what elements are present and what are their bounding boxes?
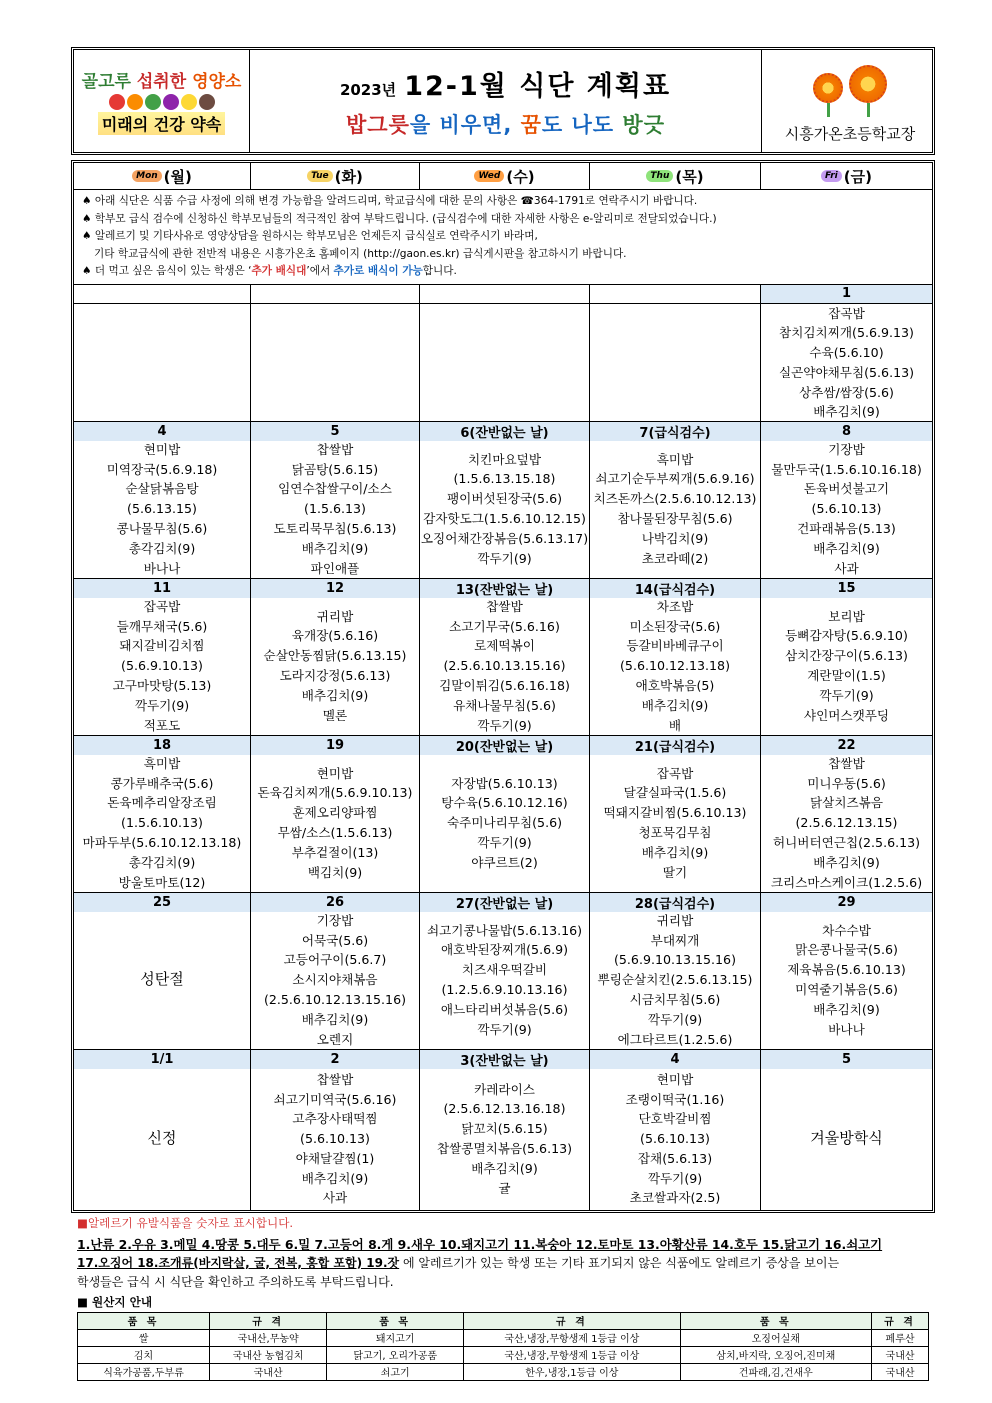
date-cell: 6(잔반없는 날) — [420, 422, 590, 441]
menu-item: 찹쌀콩멸치볶음(5.6.13) — [436, 1141, 573, 1156]
menu-item: 오징어채간장볶음(5.6.13.17) — [420, 530, 589, 546]
menu-item: 적포도 — [143, 717, 181, 733]
menu-item: 잡곡밥 — [143, 598, 181, 614]
origin-row — [78, 1363, 929, 1380]
logo-top-text: 골고루 섭취한 영양소 — [81, 72, 242, 92]
menu-cell — [251, 304, 420, 421]
logo-bottom-text: 미래의 건강 약속 — [98, 112, 225, 135]
menu-item: 흑미밥 — [656, 451, 694, 467]
menu-cell — [251, 912, 420, 1049]
menu-item: 임연수찹쌀구이/소스 — [278, 481, 392, 497]
menu-cell — [590, 755, 761, 892]
menu-item: 돈육김치찌개(5.6.9.10.13) — [257, 785, 413, 801]
menu-item: (1.2.5.6.9.10.13.16) — [441, 982, 568, 997]
menu-item: 애호박볶음(5) — [635, 677, 715, 693]
menu-cell — [251, 441, 420, 578]
menu-item: 야채달걀찜(1) — [295, 1150, 375, 1166]
menu-item: 건파래볶음(5.13) — [797, 520, 896, 536]
menu-item: 쇠고기미역국(5.6.16) — [273, 1091, 397, 1107]
menu-item: 바나나 — [828, 1021, 865, 1037]
date-cell: 14(급식검수) — [590, 579, 761, 598]
day-header-fri: Fri (금) — [761, 163, 932, 189]
date-cell — [74, 285, 251, 303]
menu-cell — [74, 912, 251, 1049]
menu-cell — [420, 1069, 590, 1210]
date-row — [74, 579, 932, 598]
menu-item: 총각김치(9) — [128, 540, 196, 556]
menu-item: 귤 — [498, 1180, 511, 1196]
menu-item: 쇠고기콩나물밥(5.6.13.16) — [426, 922, 583, 938]
menu-item: (2.5.6.10.12.13.15.16) — [263, 991, 406, 1007]
school-area — [762, 50, 938, 152]
menu-item: 보리밥 — [828, 608, 865, 624]
menu-item: 배추김치(9) — [813, 854, 880, 870]
menu-item: 애호박된장찌개(5.6.9) — [440, 942, 569, 958]
menu-item: 잡곡밥 — [656, 765, 694, 781]
menu-item: (5.6.10.13) — [300, 1131, 370, 1147]
menu-item: 돈육메추리알장조림 — [107, 795, 217, 811]
menu-item: 잡곡밥 — [828, 305, 865, 321]
menu-cell — [761, 755, 932, 892]
menu-item: 사과 — [322, 1190, 348, 1206]
date-cell — [420, 285, 590, 303]
menu-item: 현미밥 — [316, 765, 354, 781]
date-cell: 1 — [761, 285, 932, 303]
menu-row — [74, 441, 932, 579]
menu-cell — [761, 1069, 932, 1210]
allergy-note-2: 학생들은 급식 시 식단을 확인하고 주의하도록 부탁드립니다. — [77, 1274, 394, 1289]
menu-item: 뿌링순살치킨(2.5.6.13.15) — [597, 972, 753, 988]
notice-line: ♠ 아래 식단은 식품 수급 사정에 의해 변경 가능함을 알려드리며, 학교급식에 대한 문의 사항은 ☎364-1791로 연락주시기 바랍니다. — [82, 195, 698, 207]
day-header-wed: Wed (수) — [420, 163, 590, 189]
menu-item: 기장밥 — [316, 912, 354, 928]
menu-item: 닭꼬치(5.6.15) — [461, 1121, 548, 1137]
menu-item: (5.6.9.10.13.15.16) — [614, 952, 736, 968]
menu-item: 방울토마토(12) — [118, 874, 206, 890]
menu-item: 김말이튀김(5.6.16.18) — [439, 677, 570, 693]
menu-cell — [590, 598, 761, 735]
menu-cell — [74, 304, 251, 421]
date-cell — [590, 285, 761, 303]
menu-item: 부추겉절이(13) — [291, 844, 379, 860]
menu-item: 육개장(5.6.16) — [291, 628, 379, 644]
menu-item: 배 — [668, 717, 682, 733]
menu-item: 배추김치(9) — [813, 540, 880, 556]
origin-cell: 페루산 — [872, 1329, 929, 1346]
menu-item: 도토리묵무침(5.6.13) — [273, 520, 397, 536]
menu-item: 숙주미나리무침(5.6) — [446, 815, 562, 831]
menu-item: 차수수밥 — [822, 922, 871, 938]
vegetable-icon — [109, 94, 215, 110]
menu-item: 기장밥 — [828, 441, 865, 457]
menu-item: 배추김치(9) — [471, 1160, 538, 1176]
flower-icon — [813, 65, 887, 117]
origin-cell: 한우,냉장,1등급 이상 — [464, 1363, 680, 1380]
origin-cell: 오징어실채 — [680, 1329, 872, 1346]
menu-item: 신정 — [147, 1129, 177, 1148]
date-cell: 4 — [74, 422, 251, 441]
menu-item: 사과 — [834, 560, 859, 576]
origin-cell: 쌀 — [78, 1329, 210, 1346]
weeks-container — [74, 285, 932, 1210]
menu-item: 마파두부(5.6.10.12.13.18) — [82, 834, 242, 850]
notice-line: 기타 학교급식에 관한 전반적 내용은 시흥가온초 홈페이지 (http://gaon.es.kr) 급식게시판을 참고하시기 바랍니다. — [94, 247, 627, 260]
menu-cell — [761, 441, 932, 578]
menu-item: 배추김치(9) — [301, 1170, 369, 1186]
menu-item: 로제떡볶이 — [474, 638, 535, 654]
origin-header: 품 목 — [78, 1312, 210, 1329]
menu-item: 미역장국(5.6.9.18) — [106, 461, 218, 477]
menu-item: 닭살치즈볶음 — [810, 795, 883, 811]
menu-cell — [761, 598, 932, 735]
menu-item: 겨울방학식 — [810, 1129, 883, 1148]
menu-item: 도라지강정(5.6.13) — [279, 668, 391, 683]
menu-item: 깍두기(9) — [134, 697, 190, 713]
origin-cell: 쇠고기 — [327, 1363, 464, 1380]
menu-item: 깍두기(9) — [819, 687, 874, 703]
origin-cell: 국내산 농협김치 — [210, 1346, 327, 1363]
date-cell: 8 — [761, 422, 932, 441]
origin-cell: 닭고기, 오리가공품 — [327, 1346, 464, 1363]
date-cell: 13(잔반없는 날) — [420, 579, 590, 598]
day-header-thu: Thu (목) — [590, 163, 761, 189]
menu-item: 찹쌀밥 — [828, 755, 865, 771]
menu-item: 무쌈/소스(1.5.6.13) — [277, 825, 393, 840]
menu-item: 애느타리버섯볶음(5.6) — [440, 1001, 569, 1017]
menu-cell — [420, 304, 590, 421]
date-row — [74, 422, 932, 441]
date-row — [74, 285, 932, 304]
slogan: 밥그릇을 비우면, 꿈도 나도 방긋 — [346, 112, 665, 137]
origin-row — [78, 1329, 929, 1346]
menu-item: 샤인머스캣푸딩 — [803, 707, 890, 723]
menu-item: 귀리밥 — [656, 912, 694, 928]
menu-row — [74, 912, 932, 1050]
origin-row — [78, 1346, 929, 1363]
title-area — [250, 50, 762, 152]
meal-plan-page — [71, 47, 935, 1383]
menu-cell — [761, 304, 932, 421]
menu-item: (5.6.10.13) — [811, 501, 882, 517]
menu-item: 단호박갈비찜 — [638, 1111, 712, 1127]
logo — [74, 50, 250, 152]
date-cell: 18 — [74, 736, 251, 755]
menu-item: 귀리밥 — [316, 608, 354, 624]
date-cell: 1/1 — [74, 1050, 251, 1069]
menu-item: 수육(5.6.10) — [809, 345, 884, 361]
date-cell: 28(급식검수) — [590, 893, 761, 912]
allergy-list: 1.난류 2.우유 3.메밀 4.땅콩 5.대두 6.밀 7.고등어 8.게 9.새우 10.돼지고기 11.복숭아 12.토마토 13.아황산류 14.호두 15.닭고기 16.쇠고기 — [77, 1236, 883, 1252]
menu-item: 초코쌀과자(2.5) — [629, 1190, 721, 1206]
menu-item: 배추김치(9) — [301, 1011, 369, 1027]
menu-item: 조랭이떡국(1.16) — [625, 1091, 725, 1107]
date-cell: 26 — [251, 893, 420, 912]
date-row — [74, 1050, 932, 1069]
menu-item: (1.5.6.13) — [304, 501, 366, 517]
date-cell: 5 — [761, 1050, 932, 1069]
date-cell: 2 — [251, 1050, 420, 1069]
menu-item: 찹쌀밥 — [316, 1071, 354, 1087]
menu-item: 야쿠르트(2) — [471, 854, 538, 870]
menu-item: 치즈새우떡갈비 — [461, 962, 548, 978]
allergy-title: ■알레르기 유발식품을 숫자로 표시합니다. — [77, 1215, 294, 1230]
menu-item: 자장밥(5.6.10.13) — [451, 775, 558, 791]
menu-item: (2.5.6.12.13.16.18) — [443, 1101, 566, 1117]
day-header-mon: Mon (월) — [74, 163, 251, 189]
date-cell: 5 — [251, 422, 420, 441]
menu-item: (1.5.6.13.15.18) — [453, 471, 556, 487]
menu-cell — [251, 598, 420, 735]
menu-item: 고구마맛탕(5.13) — [112, 677, 212, 693]
date-cell: 11 — [74, 579, 251, 598]
origin-cell: 국내산,무농약 — [210, 1329, 327, 1346]
menu-item: 성탄절 — [140, 970, 184, 989]
menu-item: 깍두기(9) — [477, 717, 532, 733]
school-name: 시흥가온초등학교장 — [784, 125, 916, 143]
origin-cell: 국내산 — [872, 1346, 929, 1363]
menu-item: 등뼈감자탕(5.6.9.10) — [785, 628, 908, 644]
menu-item: 미소된장국(5.6) — [629, 618, 721, 634]
menu-row — [74, 1069, 932, 1210]
notice-line: ♠ 더 먹고 싶은 음식이 있는 학생은 ‘추가 배식대’에서 추가로 배식이 가능합니다. — [82, 265, 457, 277]
date-cell: 12 — [251, 579, 420, 598]
origin-cell: 국산,냉장,무항생제 1등급 이상 — [464, 1329, 680, 1346]
day-header-tue: Tue (화) — [251, 163, 420, 189]
origin-table — [77, 1312, 929, 1381]
date-row — [74, 893, 932, 912]
menu-item: 돼지갈비김치찜 — [119, 638, 205, 654]
menu-cell — [251, 1069, 420, 1210]
menu-cell — [590, 441, 761, 578]
menu-item: 초코라떼(2) — [641, 550, 709, 566]
menu-item: 청포묵김무침 — [638, 825, 712, 840]
menu-item: (5.6.9.10.13) — [121, 658, 203, 674]
menu-item: 총각김치(9) — [128, 854, 196, 870]
notice-box — [74, 190, 932, 285]
menu-item: 배추김치(9) — [813, 1001, 880, 1017]
menu-item: 찹쌀밥 — [316, 441, 354, 457]
menu-item: 훈제오리양파찜 — [292, 805, 378, 821]
menu-item: 순살닭볶음탕 — [125, 481, 199, 497]
menu-item: 백김치(9) — [307, 864, 363, 880]
menu-item: 깍두기(9) — [477, 834, 532, 850]
menu-item: 크리스마스케이크(1.2.5.6) — [770, 874, 923, 890]
origin-cell: 국내산 — [210, 1363, 327, 1380]
menu-item: 감자핫도그(1.5.6.10.12.15) — [423, 511, 586, 526]
menu-cell — [590, 304, 761, 421]
menu-item: 떡돼지갈비찜(5.6.10.13) — [603, 805, 747, 821]
menu-item: 삼치간장구이(5.6.13) — [785, 648, 908, 664]
menu-item: 돈육버섯불고기 — [803, 481, 890, 497]
origin-cell: 김치 — [78, 1346, 210, 1363]
menu-item: 현미밥 — [143, 441, 181, 457]
menu-item: 참나물된장무침(5.6) — [617, 511, 733, 526]
menu-cell — [74, 1069, 251, 1210]
date-cell: 4 — [590, 1050, 761, 1069]
menu-item: 참치김치찌개(5.6.9.13) — [779, 325, 914, 341]
menu-item: 맑은콩나물국(5.6) — [795, 942, 898, 958]
menu-item: 차조밥 — [656, 598, 694, 614]
origin-header: 규 격 — [210, 1312, 327, 1329]
menu-item: 흑미밥 — [143, 755, 181, 771]
menu-item: 딸기 — [662, 864, 688, 880]
menu-item: 소시지야채볶음 — [292, 972, 378, 988]
menu-item: (2.5.6.12.13.15) — [795, 815, 898, 831]
menu-row — [74, 755, 932, 893]
date-cell: 29 — [761, 893, 932, 912]
menu-item: 미니우동(5.6) — [807, 775, 886, 791]
notice-line: ♠ 학부모 급식 검수에 신청하신 학부모님들의 적극적인 참여 부탁드립니다. (급식검수에 대한 자세한 사항은 e-알리미로 전달되었습니다.) — [82, 212, 717, 225]
origin-cell: 국산,냉장,무항생제 1등급 이상 — [464, 1346, 680, 1363]
menu-item: 치킨마요덮밥 — [468, 451, 541, 467]
menu-cell — [420, 441, 590, 578]
menu-item: 배추김치(9) — [301, 540, 369, 556]
menu-item: 등갈비바베큐구이 — [626, 638, 724, 654]
menu-item: 배추김치(9) — [641, 844, 709, 860]
menu-item: (5.6.10.13) — [640, 1131, 710, 1147]
menu-cell — [420, 755, 590, 892]
date-cell: 15 — [761, 579, 932, 598]
date-cell: 7(급식검수) — [590, 422, 761, 441]
menu-cell — [761, 912, 932, 1049]
origin-cell: 식육가공품,두부류 — [78, 1363, 210, 1380]
date-cell: 27(잔반없는 날) — [420, 893, 590, 912]
menu-cell — [74, 755, 251, 892]
menu-item: 미역줄기볶음(5.6) — [795, 982, 898, 997]
menu-item: 허니버터연근칩(2.5.6.13) — [772, 834, 921, 850]
menu-item: (2.5.6.10.13.15.16) — [443, 658, 566, 674]
menu-item: 오렌지 — [316, 1031, 354, 1047]
menu-item: 닭곰탕(5.6.15) — [291, 461, 379, 477]
menu-item: 깍두기(9) — [477, 550, 532, 566]
menu-item: 깍두기(9) — [477, 1021, 532, 1037]
menu-item: 상추쌈/쌈장(5.6) — [799, 384, 894, 400]
menu-table — [71, 160, 935, 1213]
menu-item: 파인애플 — [310, 560, 360, 576]
menu-item: 치즈돈까스(2.5.6.10.12.13) — [593, 491, 757, 507]
origin-cell: 돼지고기 — [327, 1329, 464, 1346]
menu-item: 깍두기(9) — [647, 1170, 703, 1186]
date-cell — [251, 285, 420, 303]
menu-item: 고등어구이(5.6.7) — [283, 952, 387, 968]
menu-item: 쇠고기순두부찌개(5.6.9.16) — [595, 471, 755, 487]
menu-item: 현미밥 — [656, 1071, 694, 1087]
menu-item: 바나나 — [143, 560, 181, 576]
date-cell: 22 — [761, 736, 932, 755]
menu-item: 나박김치(9) — [641, 530, 709, 546]
menu-item: 들깨무채국(5.6) — [116, 618, 208, 634]
menu-cell — [590, 912, 761, 1049]
menu-item: 배추김치(9) — [641, 697, 709, 713]
date-cell: 20(잔반없는 날) — [420, 736, 590, 755]
menu-item: 고추장사태떡찜 — [292, 1111, 378, 1127]
origin-header: 품 목 — [327, 1312, 464, 1329]
menu-item: 물만두국(1.5.6.10.16.18) — [771, 461, 922, 477]
menu-row — [74, 304, 932, 422]
menu-item: 순살안동찜닭(5.6.13.15) — [263, 648, 407, 664]
menu-item: 배추김치(9) — [301, 687, 369, 703]
date-cell: 3(잔반없는 날) — [420, 1050, 590, 1069]
menu-item: 실곤약야채무침(5.6.13) — [778, 364, 915, 380]
menu-item: 배추김치(9) — [813, 404, 880, 420]
menu-item: 소고기무국(5.6.16) — [449, 618, 560, 634]
menu-cell — [420, 912, 590, 1049]
menu-cell — [251, 755, 420, 892]
date-cell: 21(급식검수) — [590, 736, 761, 755]
menu-item: 에그타르트(1.2.5.6) — [617, 1031, 733, 1047]
notice-line: ♠ 알레르기 및 기타사유로 영양상담을 원하시는 학부모님은 언제든지 급식실로 연락주시기 바라며, — [82, 230, 538, 242]
year-label: 2023년 — [339, 80, 397, 99]
origin-header: 규 격 — [464, 1312, 680, 1329]
menu-item: 시금치무침(5.6) — [629, 991, 721, 1007]
menu-item: 제육볶음(5.6.10.13) — [787, 962, 906, 978]
date-cell: 19 — [251, 736, 420, 755]
menu-item: 잡채(5.6.13) — [637, 1150, 713, 1166]
origin-title: ■ 원산지 안내 — [77, 1294, 153, 1309]
date-row — [74, 736, 932, 755]
menu-cell — [590, 1069, 761, 1210]
menu-item: 콩나물무침(5.6) — [116, 520, 208, 536]
day-header-row — [74, 163, 932, 190]
menu-item: 유채나물무침(5.6) — [453, 697, 556, 713]
allergy-note: 17.오징어 18.조개류(바지락살, 굴, 전복, 홍합 포함) 19.잣 에 알레르기가 있는 학생 또는 기타 표기되지 않은 식품에도 알레르기 증상을 보이는 — [77, 1255, 840, 1270]
menu-item: 팽이버섯된장국(5.6) — [446, 491, 562, 507]
menu-cell — [74, 598, 251, 735]
header — [71, 47, 935, 155]
menu-item: (5.6.13.15) — [127, 501, 197, 517]
menu-row — [74, 598, 932, 736]
origin-header: 품 목 — [680, 1312, 872, 1329]
menu-item: 카레라이스 — [474, 1081, 535, 1097]
menu-item: 찹쌀밥 — [486, 598, 523, 614]
menu-item: 콩가루배추국(5.6) — [110, 775, 214, 791]
menu-item: 어묵국(5.6) — [301, 932, 369, 948]
menu-item: 부대찌개 — [650, 932, 700, 948]
menu-cell — [74, 441, 251, 578]
page-title: 12-1월 식단 계획표 — [404, 70, 672, 102]
menu-item: (1.5.6.10.13) — [121, 815, 203, 831]
origin-cell: 국내산 — [872, 1363, 929, 1380]
origin-cell: 건파래,김,건새우 — [680, 1363, 872, 1380]
menu-item: 달걀실파국(1.5.6) — [623, 785, 727, 801]
menu-item: 계란말이(1.5) — [807, 668, 886, 683]
menu-item: (5.6.10.12.13.18) — [620, 658, 730, 674]
menu-item: 멜론 — [322, 707, 348, 723]
origin-header: 규 격 — [872, 1312, 929, 1329]
date-cell: 25 — [74, 893, 251, 912]
origin-cell: 삼치,바지락, 오징어,진미채 — [680, 1346, 872, 1363]
menu-cell — [420, 598, 590, 735]
menu-item: 탕수육(5.6.10.12.16) — [441, 795, 568, 811]
footer — [71, 1213, 935, 1383]
menu-item: 깍두기(9) — [647, 1011, 703, 1027]
